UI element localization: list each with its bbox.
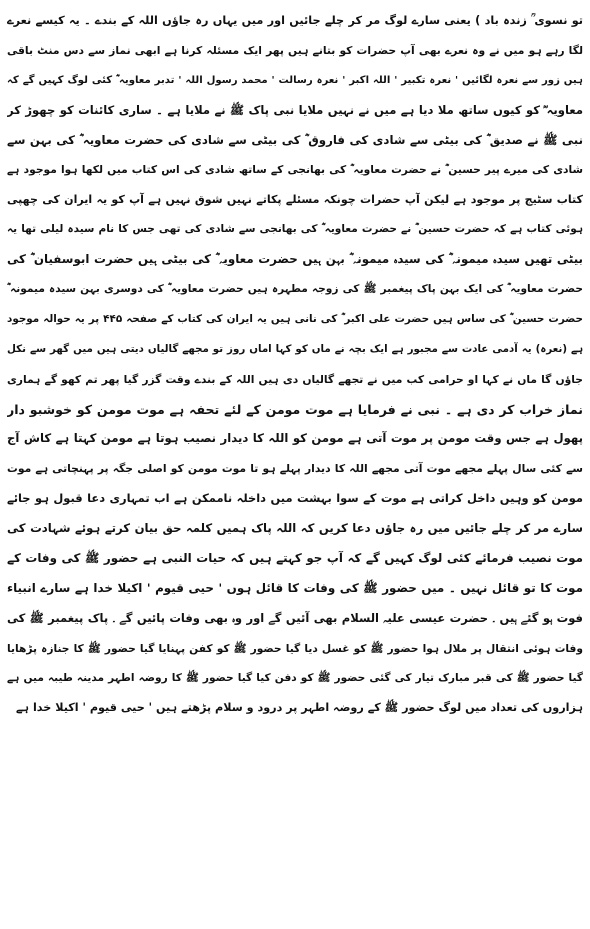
text-line: موت کا تو قائل نہیں ۔ میں حضور ﷺ کی وفات کا قائل ہوں ' حیی قیوم ' اکیلا خدا ہے سارے انبیاء (7, 580, 583, 595)
text-line: بیٹی تھیں سیدہ میمونہ ؓ کی سیدہ میمونہ ؓ بہن ہیں حضرت معاویہ ؓ کی بیٹی ہیں حضرت ابوسفیان ؓ کی (7, 252, 583, 267)
text-line: شادی کی میرے پیر حسین ؓ نے حضرت معاویہ ؓ کی بھانجی کے ساتھ شادی کی اس کتاب میں لکھا ہوا موجود ہے (7, 163, 583, 177)
text-line: فوت ہو گئے ہیں ۔ حضرت عیسی علیہ السلام بھی آئیں گے اور وہ بھی وفات پائیں گے ۔ پاک پیغمبر ﷺ کی (7, 610, 583, 625)
text-line: حضرت حسین ؓ کی ساس ہیں حضرت علی اکبر ؓ کی نانی ہیں یہ ایران کی کتاب کے صفحہ ۴۴۵ پر یہ حوالہ موجود (7, 312, 583, 325)
text-line: کتاب سٹیج پر موجود ہے لیکن آپ حضرات چونکہ مسئلے پکاتے نہیں شوق نہیں ہے آپ کو یہ ایران کی چھپی (7, 193, 583, 207)
text-line: ہیں زور سے نعرہ لگائیں ' نعرہ تکبیر ' اللہ اکبر ' نعرہ رسالت ' محمد رسول اللہ ' تدبر معاویہ ؓ کئی لوگ کہیں گے کہ (7, 74, 583, 86)
text-line: حضرت معاویہ ؓ کی ایک بہن پاک پیغمبر ﷺ کی زوجہ مطہرہ ہیں حضرت معاویہ ؓ کی دوسری بہن سیدہ میمونہ ؓ (7, 283, 583, 296)
text-line: تو نسوی ؒ زندہ باد ) یعنی سارے لوگ مر کر چلے جائیں اور میں یہاں رہ جاؤں اللہ کے بندے ۔ یہ کیسے نعرے (7, 14, 583, 27)
text-line: موت نصیب فرمائے کئی لوگ کہیں گے کہ آپ جو کہتے ہیں کہ حیات النبی ہے حضور ﷺ کی وفات کے (7, 551, 583, 566)
text-line: جاؤں گا ماں نے کہا او حرامی کب میں نے تجھے گالیاں دی ہیں اللہ کے بندے وقت گزر گیا پھر تم کھو گے ہماری (7, 372, 583, 386)
text-line: گیا حضور ﷺ کی قبر مبارک تیار کی گئی حضور ﷺ کو دفن کیا گیا حضور ﷺ کا روضہ اطہر مدینہ طیبہ میں ہے (7, 671, 583, 684)
text-line: نبی ﷺ نے صدیق ؓ کی بیٹی سے شادی کی فاروق ؓ کی بیٹی سے شادی کی حضرت معاویہ ؓ کی بہن سے (7, 132, 583, 147)
text-line: مومن کو وہیں داخل کراتی ہے موت کے سوا بہشت میں داخلہ ناممکن ہے اب تمہاری دعا قبول ہو جائے (7, 491, 583, 506)
text-line: سارے مر کر چلے جائیں میں رہ جاؤں دعا کریں کہ اللہ پاک ہمیں کلمہ حق بیان کرتے ہوئے شہادت کی (7, 521, 583, 536)
text-line: ہے (نعرہ) یہ آدمی عادت سے مجبور ہے ایک بچہ نے ماں کو کہا اماں روز تو مجھے گالیاں دیتی ہیں میں گھر سے نکل (7, 342, 583, 355)
text-line: سے کئی سال پہلے مجھے موت آتی مجھے اللہ کا دیدار پہلے ہو تا موت مومن کو اصلی جگہ پر پہنچاتی ہے موت (7, 462, 583, 476)
text-line: وفات ہوئی انتقال پر ملال ہوا حضور ﷺ کو غسل دیا گیا حضور ﷺ کو کفن پہنایا گیا حضور ﷺ کا جنازہ پڑھایا (7, 641, 583, 655)
text-line: پھول ہے جس وقت مومن پر موت آتی ہے مومن کو اللہ کا دیدار نصیب ہوتا ہے مومن کہتا ہے کاش آج (7, 431, 583, 446)
text-line: ہوئی کتاب ہے کہ حضرت حسین ؓ نے حضرت معاویہ ؓ کی بھانجی سے شادی کی تھی جس کا نام سیدہ لیلی تھا یہ (7, 223, 583, 236)
urdu-text-body (7, 6, 583, 723)
text-line: معاویہ ؓ کو کیوں ساتھ ملا دیا ہے میں نے نہیں ملایا نبی پاک ﷺ نے ملایا ہے ۔ ساری کائنات کو چھوڑ کر (7, 102, 583, 117)
text-line: نماز خراب کر دی ہے ۔ نبی نے فرمایا ہے موت مومن کے لئے تحفہ ہے موت مومن کو خوشبو دار (7, 401, 583, 417)
text-line: ہزاروں کی تعداد میں لوگ حضور ﷺ کے روضہ اطہر پر درود و سلام پڑھتے ہیں ' حیی قیوم ' اکیلا خدا ہے (15, 701, 583, 715)
text-line: لگا رہے ہو میں نے وہ نعرے بھی آپ حضرات کو بتانے ہیں پھر ایک مسئلہ کرنا ہے ابھی نماز سے دس منٹ باقی (7, 43, 583, 57)
